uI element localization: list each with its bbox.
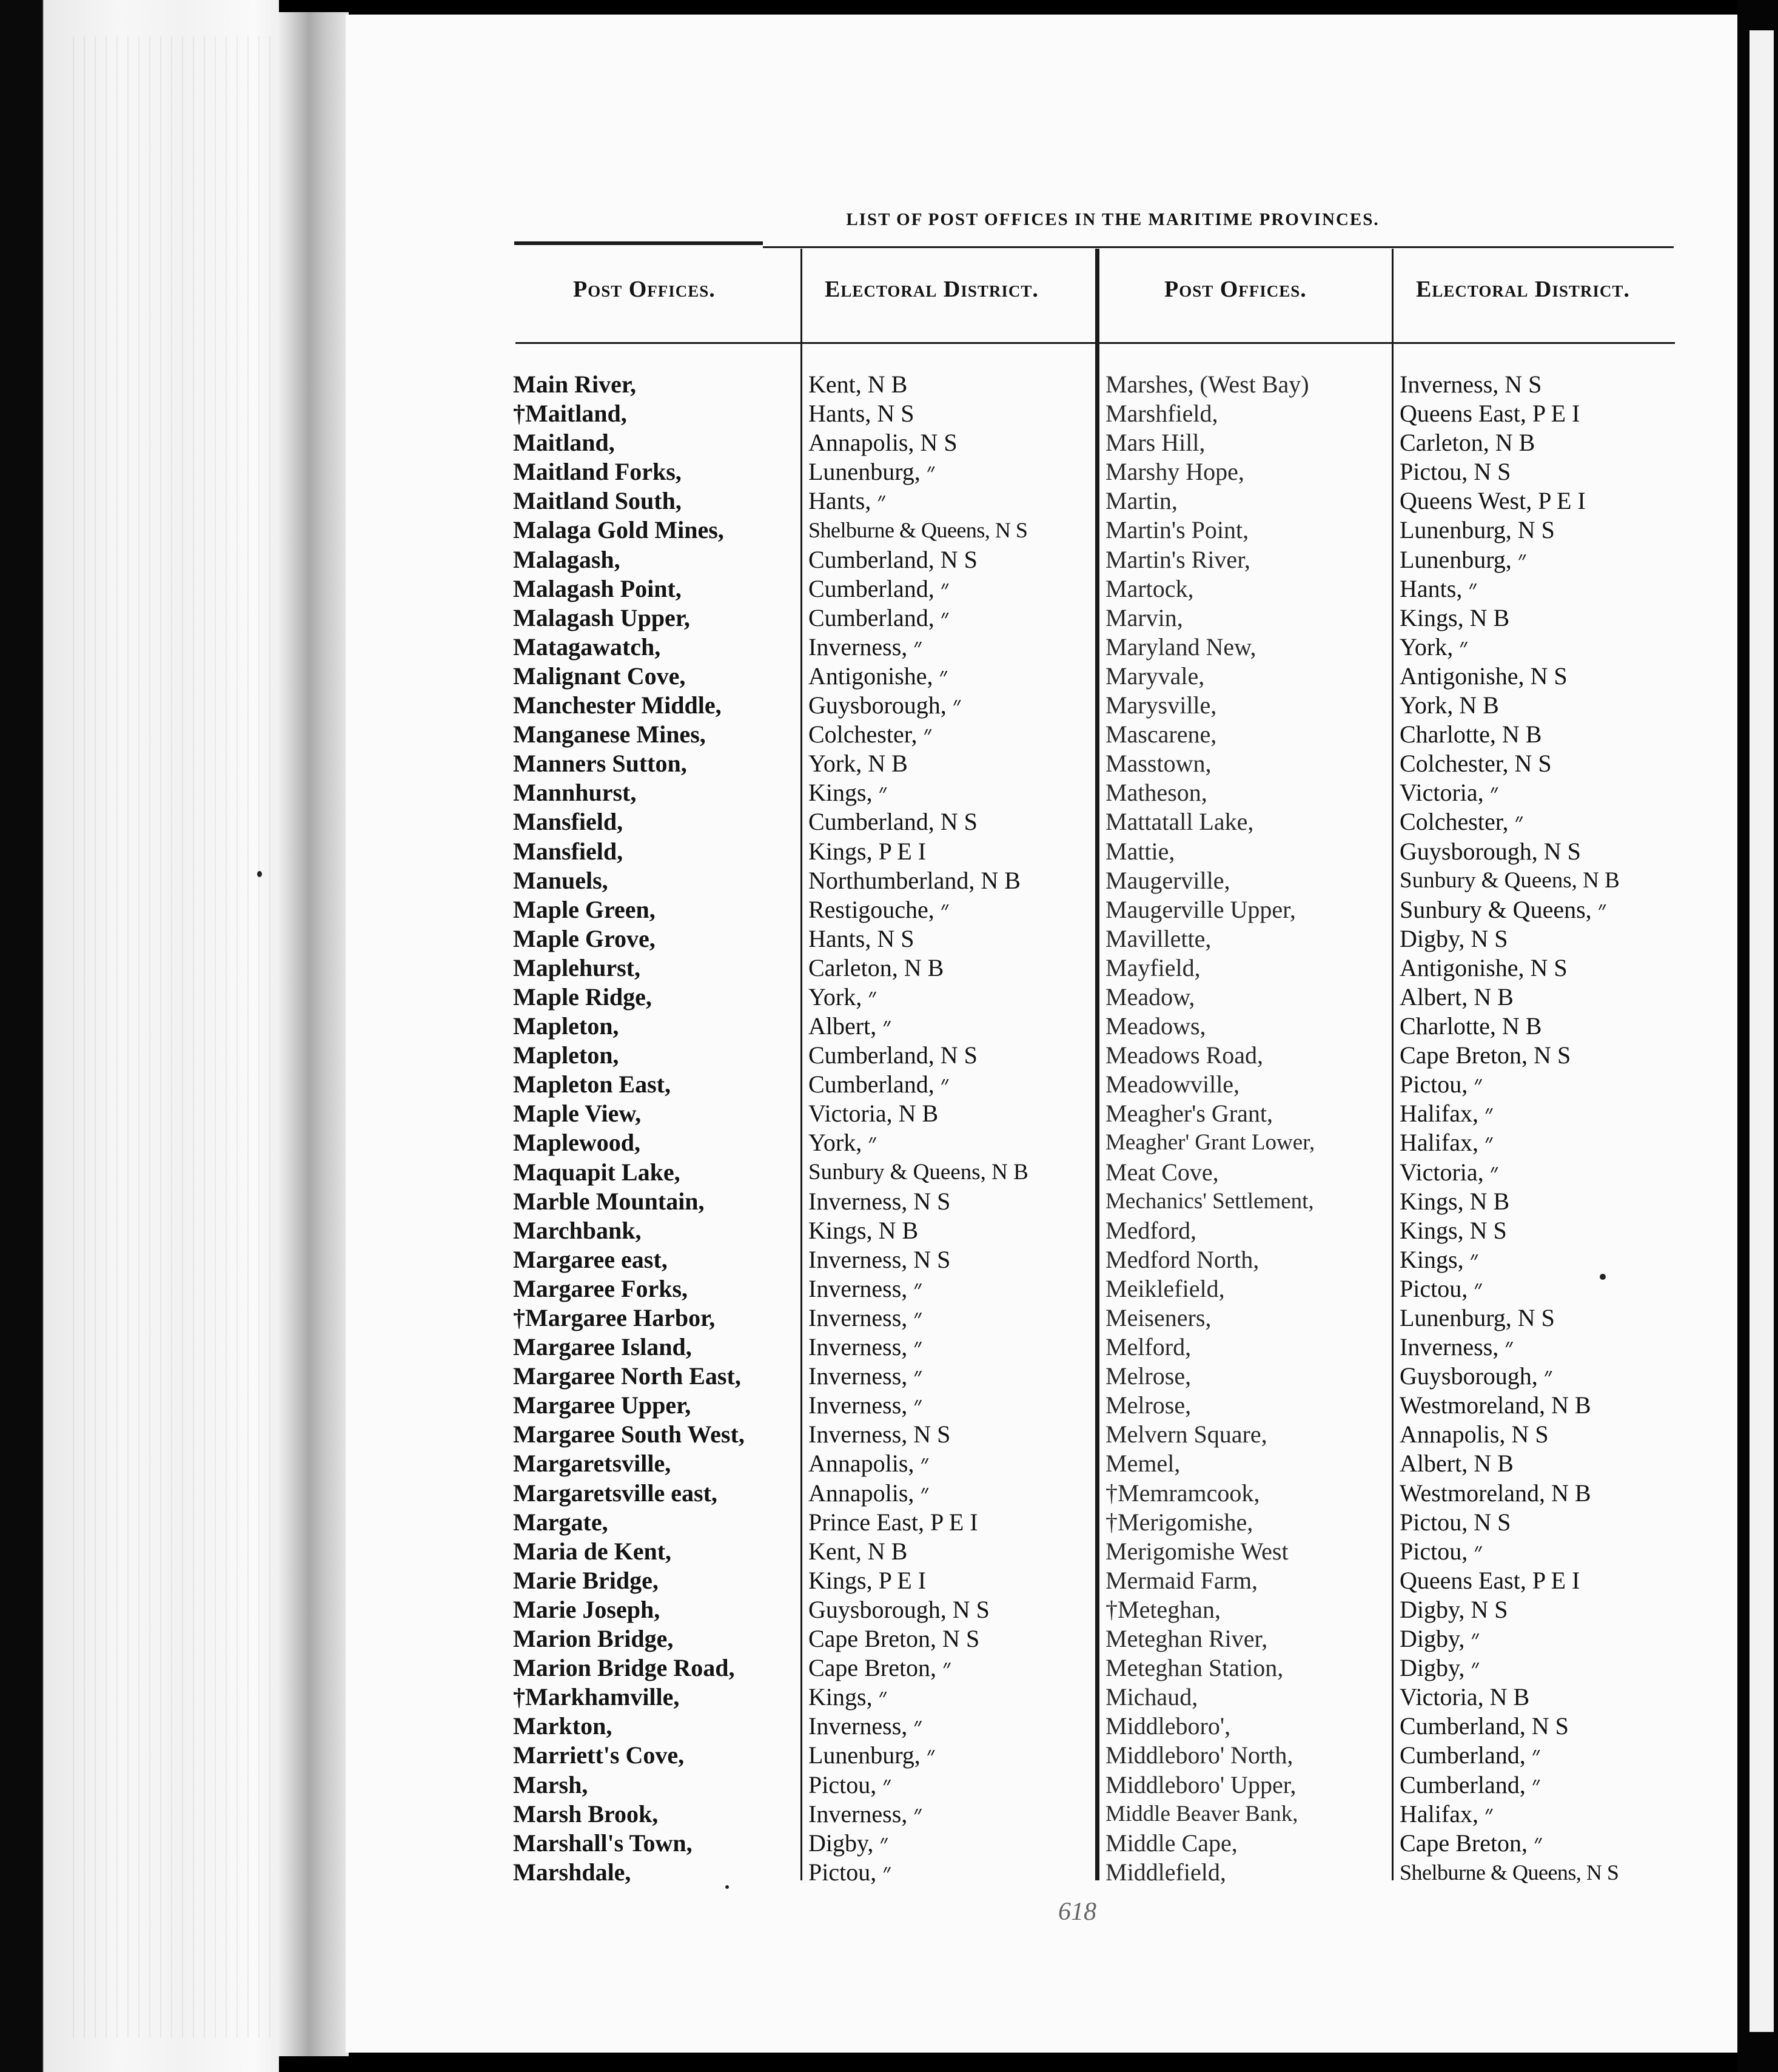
list-item: York, ״ — [808, 983, 877, 1011]
list-item: Digby, ״ — [1400, 1654, 1480, 1682]
column-heading-district-right: Electoral District. — [1416, 277, 1630, 302]
list-item: Margaree South West, — [513, 1421, 745, 1448]
list-item: Victoria, ״ — [1400, 1158, 1499, 1186]
list-item: Cape Breton, N S — [808, 1625, 980, 1653]
list-item: Sunbury & Queens, N B — [1400, 867, 1620, 893]
list-item: Cape Breton, ״ — [1400, 1829, 1543, 1857]
left-post-office-list — [513, 370, 795, 1887]
list-item: Charlotte, N B — [1400, 721, 1542, 748]
list-item: Memel, — [1105, 1450, 1181, 1478]
list-item: Cape Breton, N S — [1400, 1041, 1571, 1069]
list-item: Antigonishe, N S — [1400, 954, 1568, 981]
list-item: Mars Hill, — [1105, 429, 1206, 457]
list-item: Meagher's Grant, — [1105, 1100, 1273, 1128]
list-item: Marshy Hope, — [1105, 458, 1244, 486]
list-item: Marsh, — [513, 1771, 588, 1798]
list-item: Marie Joseph, — [513, 1595, 660, 1623]
list-item: Manganese Mines, — [513, 721, 706, 748]
list-item: Maria de Kent, — [513, 1537, 672, 1565]
list-item: Mattatall Lake, — [1105, 808, 1254, 836]
list-item: Mermaid Farm, — [1105, 1566, 1258, 1594]
list-item: Mavillette, — [1105, 924, 1212, 952]
list-item: †Memramcook, — [1105, 1479, 1260, 1507]
list-item: Guysborough, N S — [808, 1595, 990, 1623]
list-item: Matagawatch, — [513, 633, 661, 661]
list-item: Manuels, — [513, 866, 608, 894]
list-item: Kings, N B — [1400, 604, 1510, 631]
list-item: Mattie, — [1105, 837, 1175, 865]
list-item: Marysville, — [1105, 691, 1217, 719]
list-item: Annapolis, N S — [808, 429, 958, 457]
list-item: Kings, ״ — [808, 779, 888, 807]
list-item: Inverness, N S — [808, 1187, 951, 1215]
list-item: Malagash, — [513, 545, 620, 573]
list-item: Albert, N B — [1400, 983, 1514, 1011]
list-item: Melford, — [1105, 1333, 1192, 1361]
list-item: Carleton, N B — [1400, 429, 1535, 457]
list-item: Maple Grove, — [513, 924, 656, 952]
list-item: Albert, ״ — [808, 1012, 892, 1040]
list-item: Cumberland, ״ — [808, 1071, 950, 1098]
list-item: Kings, N B — [1400, 1187, 1510, 1215]
book-gutter — [276, 12, 349, 2056]
left-district-list — [808, 370, 1093, 1887]
list-item: Cumberland, ״ — [1400, 1771, 1541, 1798]
list-item: Hants, N S — [808, 924, 914, 952]
list-item: Main River, — [513, 371, 636, 398]
list-item: Northumberland, N B — [808, 866, 1021, 894]
list-item: Middle Cape, — [1105, 1829, 1238, 1857]
list-item: Margaree Upper, — [513, 1391, 691, 1419]
list-item: Inverness, ״ — [808, 1712, 923, 1740]
list-item: Maitland Forks, — [513, 458, 682, 486]
list-item: Maplewood, — [513, 1129, 640, 1157]
list-item: Mansfield, — [513, 808, 623, 836]
list-item: Meat Cove, — [1105, 1158, 1219, 1186]
list-item: Cumberland, N S — [808, 1041, 978, 1069]
list-item: Mapleton East, — [513, 1071, 671, 1098]
list-item: York, N B — [808, 750, 908, 778]
list-item: Melvern Square, — [1105, 1421, 1267, 1448]
list-item: Manners Sutton, — [513, 750, 687, 778]
list-item: Sunbury & Queens, ״ — [1400, 895, 1607, 923]
list-item: Guysborough, N S — [1400, 837, 1581, 865]
list-item: Marshes, (West Bay) — [1105, 371, 1309, 398]
list-item: Inverness, ״ — [808, 1800, 923, 1828]
list-item: Kings, ״ — [1400, 1245, 1479, 1273]
list-item: Margaretsville east, — [513, 1479, 717, 1507]
list-item: Hants, ״ — [1400, 574, 1478, 602]
list-item: Margaree Island, — [513, 1333, 692, 1361]
list-item: Inverness, ״ — [808, 633, 923, 661]
list-item: Pictou, ״ — [808, 1771, 892, 1798]
list-item: Inverness, ״ — [808, 1274, 923, 1302]
list-item: Inverness, ״ — [1400, 1333, 1514, 1361]
list-item: Margaree Forks, — [513, 1274, 688, 1302]
list-item: Melrose, — [1105, 1391, 1192, 1419]
list-item: Meadowville, — [1105, 1071, 1240, 1098]
list-item: Kent, N B — [808, 371, 908, 398]
list-item: Marshdale, — [513, 1858, 631, 1886]
top-rule-right — [763, 246, 1674, 248]
list-item: Cape Breton, ״ — [808, 1654, 952, 1682]
list-item: Maplehurst, — [513, 954, 640, 981]
list-item: Sunbury & Queens, N B — [808, 1159, 1028, 1185]
list-item: †Maitland, — [513, 400, 627, 428]
list-item: Albert, N B — [1400, 1450, 1514, 1478]
list-item: Antigonishe, N S — [1400, 662, 1568, 690]
list-item: Shelburne & Queens, N S — [1400, 1860, 1619, 1885]
list-item: Halifax, ״ — [1400, 1129, 1494, 1157]
list-item: Restigouche, ״ — [808, 895, 950, 923]
list-item: Victoria, ״ — [1400, 779, 1499, 807]
divider-3 — [1392, 249, 1394, 1880]
list-item: Hants, ״ — [808, 487, 887, 515]
list-item: Westmoreland, N B — [1400, 1479, 1591, 1507]
list-item: Maryvale, — [1105, 662, 1205, 690]
list-item: Kent, N B — [808, 1537, 908, 1565]
list-item: Inverness, N S — [808, 1421, 951, 1448]
list-item: Mapleton, — [513, 1041, 619, 1069]
list-item: Marble Mountain, — [513, 1187, 705, 1215]
list-item: Medford North, — [1105, 1245, 1260, 1273]
list-item: Marsh Brook, — [513, 1800, 659, 1828]
ink-speck — [1600, 1274, 1606, 1280]
list-item: Meadow, — [1105, 983, 1195, 1011]
list-item: Malaga Gold Mines, — [513, 516, 724, 544]
list-item: Maugerville, — [1105, 866, 1230, 894]
list-item: Cumberland, ״ — [1400, 1741, 1541, 1769]
list-item: Malagash Upper, — [513, 604, 690, 631]
list-item: Marshall's Town, — [513, 1829, 693, 1857]
list-item: Cumberland, ״ — [808, 574, 950, 602]
list-item: Martin, — [1105, 487, 1178, 515]
list-item: Kings, P E I — [808, 1566, 927, 1594]
list-item: Queens East, P E I — [1400, 400, 1580, 428]
list-item: Medford, — [1105, 1216, 1196, 1244]
list-item: Meteghan Station, — [1105, 1654, 1284, 1682]
list-item: Halifax, ״ — [1400, 1800, 1494, 1828]
list-item: Colchester, ״ — [808, 721, 933, 748]
list-item: Marriett's Cove, — [513, 1741, 685, 1769]
right-post-office-list — [1105, 370, 1391, 1887]
list-item: Mannhurst, — [513, 779, 637, 807]
list-item: Michaud, — [1105, 1683, 1198, 1711]
list-item: Inverness, ״ — [808, 1362, 923, 1390]
list-item: Maple View, — [513, 1100, 642, 1128]
list-item: Malignant Cove, — [513, 662, 686, 690]
list-item: Shelburne & Queens, N S — [808, 518, 1028, 543]
list-item: Maple Green, — [513, 895, 656, 923]
list-item: Victoria, N B — [808, 1100, 939, 1128]
list-item: Margate, — [513, 1508, 608, 1536]
column-heading-post-offices-left: Post Offices. — [573, 277, 716, 302]
list-item: Martin's River, — [1105, 545, 1250, 573]
list-item: Westmoreland, N B — [1400, 1391, 1591, 1419]
ink-speck — [257, 871, 262, 877]
list-item: Digby, ״ — [808, 1829, 889, 1857]
list-item: Cumberland, N S — [808, 808, 978, 836]
list-item: Carleton, N B — [808, 954, 944, 981]
running-title: LIST OF POST OFFICES IN THE MARITIME PROVINCES. — [846, 210, 1380, 229]
list-item: Meiseners, — [1105, 1304, 1212, 1331]
list-item: Cumberland, N S — [1400, 1712, 1569, 1740]
list-item: Queens East, P E I — [1400, 1566, 1580, 1594]
list-item: Inverness, ״ — [808, 1333, 923, 1361]
list-item: York, ״ — [808, 1129, 877, 1157]
list-item: Inverness, ״ — [808, 1391, 923, 1419]
list-item: Margaretsville, — [513, 1450, 671, 1478]
list-item: Middlefield, — [1105, 1858, 1226, 1886]
list-item: Mayfield, — [1105, 954, 1201, 981]
list-item: Markton, — [513, 1712, 612, 1740]
list-item: Middleboro', — [1105, 1712, 1231, 1740]
list-item: Antigonishe, ״ — [808, 662, 948, 690]
list-item: Marion Bridge Road, — [513, 1654, 735, 1682]
list-item: Marchbank, — [513, 1216, 642, 1244]
list-item: Halifax, ״ — [1400, 1100, 1494, 1128]
list-item: Kings, N B — [808, 1216, 919, 1244]
divider-2 — [1095, 249, 1099, 1880]
list-item: Lunenburg, ״ — [1400, 545, 1527, 573]
list-item: Inverness, N S — [1400, 371, 1542, 398]
list-item: Matheson, — [1105, 779, 1207, 807]
list-item: Hants, N S — [808, 400, 914, 428]
list-item: Middleboro' Upper, — [1105, 1771, 1297, 1798]
list-item: Pictou, N S — [1400, 458, 1511, 486]
list-item: Maquapit Lake, — [513, 1158, 680, 1186]
list-item: Melrose, — [1105, 1362, 1192, 1390]
list-item: Merigomishe West — [1105, 1537, 1289, 1565]
list-item: Guysborough, ״ — [808, 691, 962, 719]
column-heading-district-left: Electoral District. — [825, 277, 1039, 302]
list-item: Digby, N S — [1400, 1595, 1508, 1623]
list-item: Mechanics' Settlement, — [1105, 1188, 1314, 1214]
list-item: Marion Bridge, — [513, 1625, 674, 1653]
list-item: Martock, — [1105, 574, 1194, 602]
list-item: Maple Ridge, — [513, 983, 652, 1011]
list-item: Pictou, ״ — [1400, 1071, 1483, 1098]
list-item: Lunenburg, N S — [1400, 516, 1555, 544]
list-item: Maitland South, — [513, 487, 682, 515]
column-heading-post-offices-right: Post Offices. — [1164, 277, 1307, 302]
top-rule-left — [514, 241, 763, 245]
list-item: Digby, N S — [1400, 924, 1508, 952]
list-item: Pictou, ״ — [1400, 1537, 1483, 1565]
list-item: Marie Bridge, — [513, 1566, 659, 1594]
list-item: Colchester, ״ — [1400, 808, 1524, 836]
list-item: Meiklefield, — [1105, 1274, 1225, 1302]
list-item: Margaree North East, — [513, 1362, 741, 1390]
right-scan-edge — [1737, 0, 1778, 2072]
list-item: York, N B — [1400, 691, 1499, 719]
list-item: Kings, ״ — [808, 1683, 888, 1711]
list-item: Victoria, N B — [1400, 1683, 1530, 1711]
list-item: Meadows Road, — [1105, 1041, 1263, 1069]
ink-speck — [725, 1885, 729, 1889]
list-item: Kings, P E I — [808, 837, 927, 865]
list-item: Maugerville Upper, — [1105, 895, 1296, 923]
list-item: Margaree east, — [513, 1245, 668, 1273]
list-item: Mapleton, — [513, 1012, 619, 1040]
list-item: Cumberland, ״ — [808, 604, 950, 631]
list-item: Manchester Middle, — [513, 691, 722, 719]
list-item: Mansfield, — [513, 837, 623, 865]
list-item: Annapolis, N S — [1400, 1421, 1549, 1448]
list-item: Inverness, ״ — [808, 1304, 923, 1331]
list-item: Malagash Point, — [513, 574, 682, 602]
list-item: Prince East, P E I — [808, 1508, 978, 1536]
list-item: Pictou, ״ — [1400, 1274, 1483, 1302]
list-item: Marshfield, — [1105, 400, 1218, 428]
page-edge-lines — [73, 36, 273, 2038]
list-item: Martin's Point, — [1105, 516, 1249, 544]
list-item: Charlotte, N B — [1400, 1012, 1542, 1040]
list-item: Lunenburg, ״ — [808, 458, 936, 486]
list-item: †Meteghan, — [1105, 1595, 1221, 1623]
list-item: Queens West, P E I — [1400, 487, 1586, 515]
page-number: 618 — [1058, 1898, 1096, 1926]
list-item: Marvin, — [1105, 604, 1183, 631]
list-item: Annapolis, ״ — [808, 1479, 930, 1507]
list-item: †Margaree Harbor, — [513, 1304, 716, 1331]
list-item: Lunenburg, ״ — [808, 1741, 936, 1769]
list-item: Cumberland, N S — [808, 545, 978, 573]
list-item: †Merigomishe, — [1105, 1508, 1253, 1536]
right-district-list — [1400, 370, 1691, 1887]
list-item: Maryland New, — [1105, 633, 1256, 661]
list-item: Pictou, N S — [1400, 1508, 1511, 1536]
list-item: Middleboro' North, — [1105, 1741, 1293, 1769]
list-item: Colchester, N S — [1400, 750, 1552, 778]
facing-page-strip — [1749, 30, 1774, 2032]
book-page-edges — [0, 0, 279, 2072]
list-item: Masstown, — [1105, 750, 1212, 778]
divider-1 — [800, 249, 802, 1880]
list-item: Meteghan River, — [1105, 1625, 1268, 1653]
list-item: York, ״ — [1400, 633, 1469, 661]
list-item: Kings, N S — [1400, 1216, 1507, 1244]
list-item: Meadows, — [1105, 1012, 1206, 1040]
list-item: Mascarene, — [1105, 721, 1217, 748]
list-item: Inverness, N S — [808, 1245, 951, 1273]
list-item: Lunenburg, N S — [1400, 1304, 1555, 1331]
list-item: †Markhamville, — [513, 1683, 680, 1711]
list-item: Annapolis, ״ — [808, 1450, 930, 1478]
list-item: Middle Beaver Bank, — [1105, 1801, 1298, 1826]
list-item: Pictou, ״ — [808, 1858, 892, 1886]
list-item: Maitland, — [513, 429, 615, 457]
list-item: Meagher' Grant Lower, — [1105, 1130, 1315, 1155]
list-item: Guysborough, ״ — [1400, 1362, 1553, 1390]
list-item: Digby, ״ — [1400, 1625, 1480, 1653]
